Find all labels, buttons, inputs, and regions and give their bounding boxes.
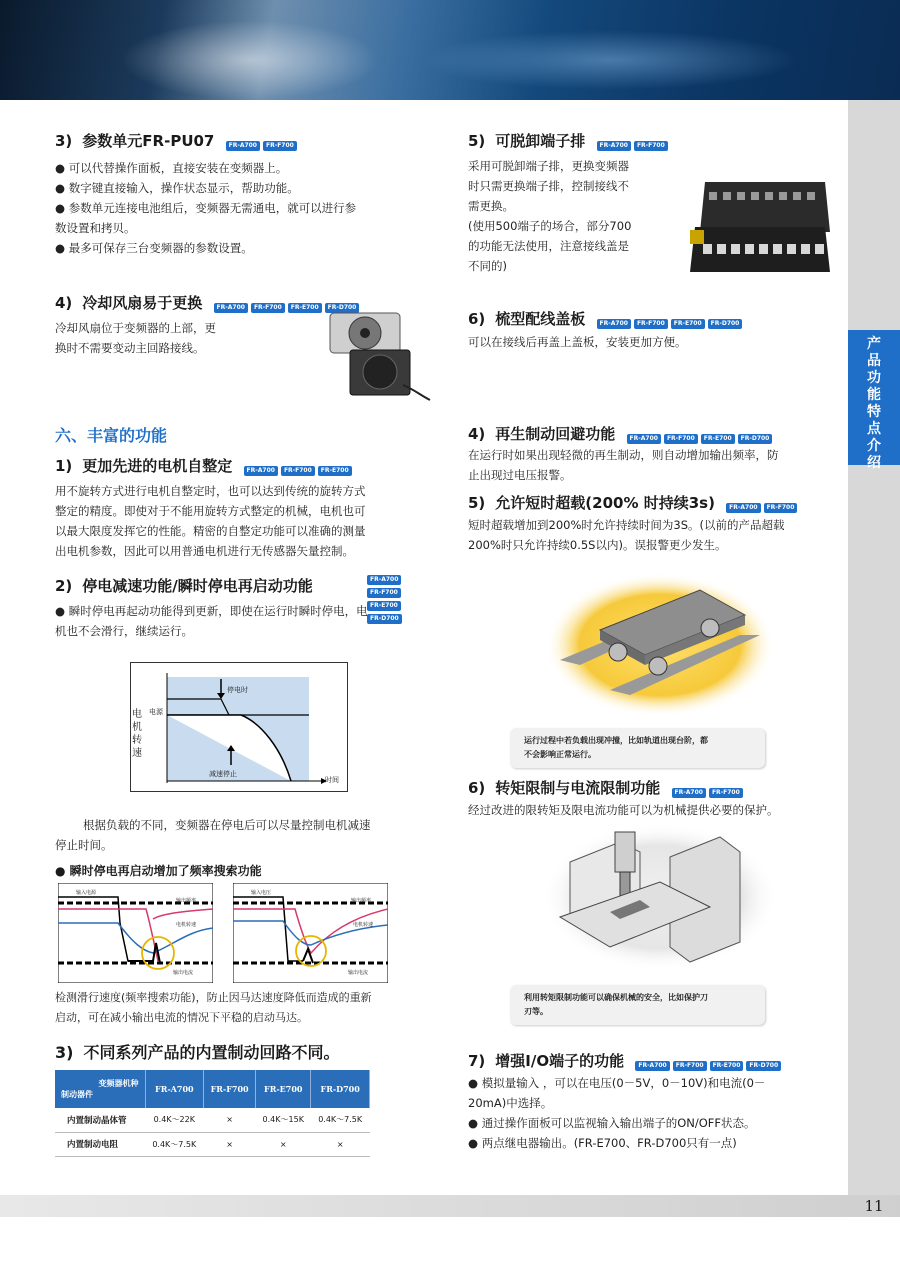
- text-line: 根据负载的不同，变频器在停电后可以尽量控制电机减速: [83, 818, 371, 832]
- machine-caption: [510, 985, 765, 1025]
- section-number: 6): [468, 310, 486, 328]
- text-line: 换时不需要变动主回路接线。: [55, 341, 205, 355]
- bullet-line: 数设置和拷贝。: [55, 221, 136, 235]
- model-badges: [597, 133, 671, 151]
- badge: FR-A700: [226, 141, 260, 151]
- badge: FR-D700: [746, 1061, 781, 1071]
- badge: FR-D700: [708, 319, 743, 329]
- model-badges: [635, 1053, 784, 1071]
- section-number: 3): [55, 1043, 74, 1062]
- cart-caption: [510, 728, 765, 768]
- badge: FR-E700: [701, 434, 735, 444]
- section-5-body: [468, 156, 678, 276]
- caption-line: 不会影响正常运行。: [524, 750, 596, 759]
- column-header: FR-D700: [311, 1070, 370, 1108]
- model-badges: [726, 495, 800, 513]
- brake-circuit-heading: [55, 1040, 339, 1063]
- badge: FR-A700: [367, 575, 401, 585]
- text-line: 整定的精度。即使对于不能用旋转方式整定的机械，电机也可: [55, 504, 366, 518]
- badge: FR-F700: [709, 788, 743, 798]
- section-3-heading: [55, 130, 300, 151]
- badge: FR-F700: [281, 466, 315, 476]
- corner-bottom: 制动器件: [61, 1090, 93, 1099]
- wave-label: 输入电源: [76, 890, 97, 896]
- model-badges: [627, 426, 776, 444]
- bullet-line: ● 可以代替操作面板，直接安装在变频器上。: [55, 161, 288, 175]
- speed-label: 电机转速: [132, 709, 142, 759]
- badge: FR-E700: [671, 319, 705, 329]
- section-number: 2): [55, 577, 73, 595]
- section-number: 4): [55, 294, 73, 312]
- cooling-fan-photo: [325, 305, 435, 405]
- badge: FR-F700: [367, 588, 401, 598]
- badge: FR-D700: [325, 303, 360, 313]
- wave-label: 输出电流: [173, 970, 194, 976]
- side-tab: [848, 330, 900, 471]
- badge: FR-A700: [672, 788, 706, 798]
- section-4-body: [55, 318, 315, 358]
- section-title: 更加先进的电机自整定: [82, 457, 233, 475]
- bullet-line: ● 模拟量输入 ，可以在电压(0－5V，0－10V)和电流(0－: [468, 1076, 766, 1090]
- frequency-search-desc: [55, 988, 435, 1028]
- column-header: FR-E700: [256, 1070, 311, 1108]
- brake-spec-table: [55, 1070, 370, 1157]
- footer-band: [0, 1195, 900, 1217]
- badge: FR-F700: [764, 503, 798, 513]
- feature-2-heading: [55, 575, 313, 596]
- corner-top: 变频器机种: [98, 1079, 139, 1088]
- caption-line: 刃等。: [524, 1007, 548, 1016]
- section-title: 转矩限制与电流限制功能: [495, 779, 661, 797]
- text-line: 机也不会滑行，继续运行。: [55, 624, 193, 638]
- table-row: [55, 1108, 370, 1132]
- text-line: 停止时间。: [55, 838, 113, 852]
- waveform-chart-1: [58, 883, 213, 983]
- badge: FR-A700: [597, 141, 631, 151]
- section-6-body: 可以在接线后再盖上盖板，安装更加方便。: [468, 335, 687, 349]
- badge: FR-A700: [635, 1061, 669, 1071]
- section-title: 冷却风扇易于更换: [82, 294, 203, 312]
- wave-label: 电机转速: [353, 922, 374, 928]
- badge: FR-F700: [251, 303, 285, 313]
- bullet-line: ● 最多可保存三台变频器的参数设置。: [55, 241, 253, 255]
- text-line: 短时超载增加到200%时允许持续时间为3S。(以前的产品超载: [468, 518, 785, 532]
- badge: FR-A700: [726, 503, 760, 513]
- section-title: 梳型配线盖板: [495, 310, 586, 328]
- text-line: 不同的): [468, 259, 507, 273]
- row-label: 内置制动晶体管: [55, 1108, 145, 1132]
- section-number: 5): [468, 132, 486, 150]
- header-banner: [0, 0, 900, 100]
- decel-chart: [130, 662, 348, 792]
- badge: FR-E700: [318, 466, 352, 476]
- section-title: 允许短时超载(200% 时持续3s): [495, 494, 715, 512]
- badge: FR-A700: [244, 466, 278, 476]
- badge: FR-A700: [627, 434, 661, 444]
- model-badges: [597, 311, 746, 329]
- text-line: 200%时只允许持续0.5S以内)。误报警更少发生。: [468, 538, 727, 552]
- badge: FR-D700: [367, 614, 402, 624]
- table-cell: 0.4K～22K: [145, 1108, 204, 1132]
- wave-label: 输出频率: [351, 898, 372, 904]
- table-cell: 0.4K～7.5K: [311, 1108, 370, 1132]
- text-line: ● 瞬时停电再起动功能得到更新，即使在运行时瞬时停电，电: [55, 604, 368, 618]
- badge: FR-F700: [634, 141, 668, 151]
- bullet-line: ● 数字键直接输入，操作状态显示，帮助功能。: [55, 181, 299, 195]
- terminal-block-photo: [685, 172, 835, 282]
- badge: FR-E700: [367, 601, 401, 611]
- wave-label: 输出频率: [176, 898, 197, 904]
- table-corner: [55, 1070, 145, 1108]
- text-line: 止出现过电压报警。: [468, 468, 572, 482]
- overload-body: [468, 515, 838, 555]
- text-line: 需更换。: [468, 199, 514, 213]
- table-cell: ×: [204, 1132, 256, 1156]
- section-4-heading: [55, 292, 362, 313]
- text-line: 出电机参数，因此可以用普通电机进行无传感器矢量控制。: [55, 544, 354, 558]
- caption-line: 利用转矩限制功能可以确保机械的安全，比如保护刀: [524, 993, 708, 1002]
- badge: FR-E700: [710, 1061, 744, 1071]
- time-label: 时间: [325, 776, 339, 784]
- decel-chart-svg: [131, 663, 347, 791]
- section-title: 可脱卸端子排: [495, 132, 586, 150]
- bullet-line: ● 通过操作面板可以监视输入输出端子的ON/OFF状态。: [468, 1116, 756, 1130]
- cart-rail-illustration: [540, 570, 780, 720]
- text-line: 以最大限度发挥它的性能。精密的自整定功能可以准确的测量: [55, 524, 366, 538]
- section-number: 1): [55, 457, 73, 475]
- section-title: 增强I/O端子的功能: [495, 1052, 625, 1070]
- table-cell: 0.4K～7.5K: [145, 1132, 204, 1156]
- regen-heading: [468, 423, 775, 444]
- page-number: 11: [864, 1197, 884, 1215]
- section-number: 5): [468, 494, 486, 512]
- caption-line: 运行过程中若负载出现冲撞，比如轨道出现台阶，都: [524, 736, 708, 745]
- text-line: 时只需更换端子排，控制接线不: [468, 179, 629, 193]
- chart-description: [55, 815, 435, 855]
- io-heading: [468, 1050, 784, 1071]
- feature-1-heading: [55, 455, 355, 476]
- badge: FR-F700: [263, 141, 297, 151]
- badge: FR-A700: [214, 303, 248, 313]
- wave-label: 电机转速: [176, 922, 197, 928]
- section-6-heading: [468, 308, 745, 329]
- text-line: 的功能无法使用，注意接线盖是: [468, 239, 629, 253]
- overload-heading: [468, 492, 800, 513]
- column-header: FR-A700: [145, 1070, 204, 1108]
- side-strip: [848, 100, 900, 1200]
- column-header: FR-F700: [204, 1070, 256, 1108]
- feature-1-body: [55, 481, 435, 561]
- badge: FR-A700: [597, 319, 631, 329]
- stop-label: 停电时: [227, 686, 248, 694]
- table-cell: ×: [204, 1108, 256, 1132]
- side-tab-label: 产品功能特点介绍: [867, 336, 881, 471]
- text-line: 启动，可在减小输出电流的情况下平稳的启动马达。: [55, 1011, 308, 1024]
- table-cell: ×: [256, 1132, 311, 1156]
- model-badges: [672, 780, 746, 798]
- table-header-row: [55, 1070, 370, 1108]
- text-line: 采用可脱卸端子排，更换变频器: [468, 159, 629, 173]
- model-badges: [244, 458, 355, 476]
- torque-heading: [468, 777, 746, 798]
- badge: FR-F700: [634, 319, 668, 329]
- text-line: 检测滑行速度(频率搜索功能)，防止因马达速度降低而造成的重新: [55, 991, 372, 1004]
- section-title: 不同系列产品的内置制动回路不同。: [83, 1043, 340, 1062]
- bullet-line: 20mA)中选择。: [468, 1096, 553, 1110]
- power-label: 电源: [149, 708, 163, 716]
- wave-label: 输入电压: [251, 890, 272, 896]
- machine-tool-illustration: [540, 822, 780, 972]
- section-3-body: [55, 158, 435, 258]
- io-body: [468, 1073, 838, 1153]
- section-title: 参数单元FR-PU07: [82, 132, 215, 150]
- section-number: 7): [468, 1052, 486, 1070]
- badge: FR-D700: [738, 434, 773, 444]
- bullet-line: ● 两点继电器输出。(FR-E700、FR-D700只有一点): [468, 1136, 737, 1150]
- section-number: 6): [468, 779, 486, 797]
- section-6-title: 六、丰富的功能: [55, 426, 168, 445]
- text-line: (使用500端子的场合，部分700: [468, 219, 632, 233]
- wave-label: 输出电流: [348, 970, 369, 976]
- text-line: 用不旋转方式进行电机自整定时，也可以达到传统的旋转方式: [55, 484, 366, 498]
- frequency-search-title: ● 瞬时停电再启动增加了频率搜索功能: [55, 864, 262, 878]
- table-row: [55, 1132, 370, 1156]
- section-title: 再生制动回避功能: [495, 425, 616, 443]
- table-cell: ×: [311, 1132, 370, 1156]
- regen-body: [468, 445, 838, 485]
- bullet-line: ● 参数单元连接电池组后，变频器无需通电，就可以进行参: [55, 201, 357, 215]
- section-5-heading: [468, 130, 671, 151]
- section-number: 4): [468, 425, 486, 443]
- text-line: 在运行时如果出现轻微的再生制动，则自动增加输出频率，防: [468, 448, 779, 462]
- text-line: 冷却风扇位于变频器的上部，更: [55, 321, 216, 335]
- table-cell: 0.4K～15K: [256, 1108, 311, 1132]
- decel-label: 减速停止: [209, 770, 237, 778]
- model-badges: [226, 133, 300, 151]
- badge: FR-F700: [673, 1061, 707, 1071]
- row-label: 内置制动电阻: [55, 1132, 145, 1156]
- badge: FR-E700: [288, 303, 322, 313]
- waveform-chart-2: [233, 883, 388, 983]
- section-number: 3): [55, 132, 73, 150]
- torque-body: 经过改进的限转矩及限电流功能可以为机械提供必要的保护。: [468, 803, 779, 817]
- feature-2-body: [55, 601, 435, 641]
- section-title: 停电减速功能/瞬时停电再启动功能: [82, 577, 313, 595]
- badge: FR-F700: [664, 434, 698, 444]
